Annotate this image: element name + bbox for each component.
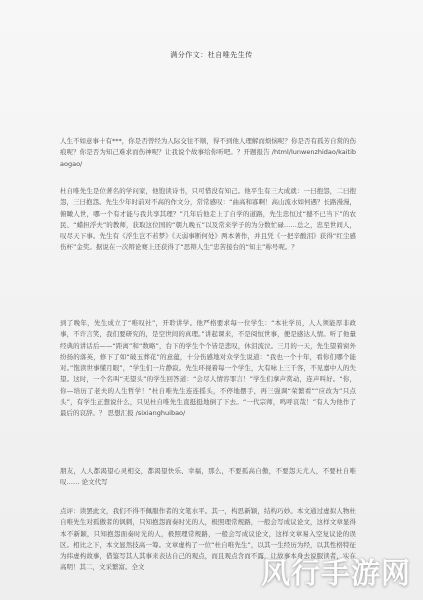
paragraph-later-years: 到了晚年，先生成立了“唯叹社”，开聆讲学。他严格要求每一位学生：“本社学员，人人须能厚非政事，不许言笑，我们要研究的，是空世间的真理。”讲起课来，不是阅恒世事，便是感达人情。听了他量经典的讲话后——“距离”和“数略”，台下的学生个个皆是悲叹，休泪流泣。三月的一天，先生望着窗外纷扬的落英，修下了如“破玉葬花”的意蕴，十分伤感地对众学生说道：“我也一个十年，看你们哪个能对。”饱读世事懂月眼”，“学生们一片静寂。先生环视着每一个学生，大有咏上三千客，不见嘉中人的失望。这时，一个名叫“无望头”的学生回答道：“会尽人情容罪言！”学生们拿声赏动，连声叫好。“你，你—培历了老夫的人生哲学！”杜自唯先生连连摇头，不停地摆手，再三强调“荣繁看”“应改为”只点头”，有学生正想说什么，只见杜自唯先生直挺挺地倒了下去。“一代宗师，鸣呼哀哉！”有人为他作了最后的哀辞。？ 思想汇报 /sixianghuibao/ bbox=[60, 319, 356, 418]
paragraph-biography: 杜自唯先生是位著名的学问家，他饱读诗书，只可惜没有知己。他平生有三大成就：一曰抱怨，二曰抱怨，三曰抱怨。先生少年时前对不高的作文分，常常感叹：“曲高和寡啊！高山流水如何遇？长路漫漫，俯瞰人世，哪一个有才能与我共享其理？”几年后他走上了自学的道路，先生忠恒过“撼不已当下”的农民、“蜡担浮夫”的教师，获取这位国的“朝九晚五”以及常来学子的为分数忙碌……总之，忠至世间人，叹尽天下事。先生有《浮生岂不若梦》《天弱事断何处》两本著作，并且凭《一把辛酸泪》获得“红尘感伤杯”金奖。据说在一次辩论赛上还获得了“思辩人生”忠苦接台的“知主”称号呢。？ bbox=[60, 187, 356, 252]
watermark-logo: 风行手游网 bbox=[260, 556, 411, 590]
paragraph-intro: 人生不如意事十有***，你是否曾经为人际交往不顺，得不到他人理解而烦恼呢？你是否有孤芳自赏的伤痕呢？你是否为知己难求而伤神呢？让我说个故事给你听吧。？开题报告 /html/lunwenzhidao/kaitibaogao/ bbox=[60, 137, 356, 168]
article-title: 满分作文：杜自唯先生传 bbox=[170, 51, 253, 59]
paragraph-moral: 朋友，人人都渴望心灵相交，都渴望快乐、幸福，那么，不要孤高自傲，不要怨天尤人，不要杜自唯叹…… 论文代写 bbox=[60, 467, 356, 487]
paragraph-commentary: 点评：读罢此文，我们不得不佩服作者的文笔水平。其一，构思新颖，结构巧妙。本文通过虚拟人物杜自唯先生对孤傲者的讽刺，只知抱怨面奏时光的人，极照理常规路，一般会写成议论文，这样文章显得本不新颖，只知抱怨面奏时光的人，极照理常规路，一般会写成议论文，这样文章易入空复议论的误区。相比之下，本文显然技高一筹。文章虚构了一位“杜自唯先生”，以其一生经历为经，以其性格特征为纬虚构故事，借鉴写其人其事来表达自己的观点，而且观点含而不露，让故事本身去说服读者，实在高明！其二，文采繁富。全文 bbox=[60, 507, 356, 572]
